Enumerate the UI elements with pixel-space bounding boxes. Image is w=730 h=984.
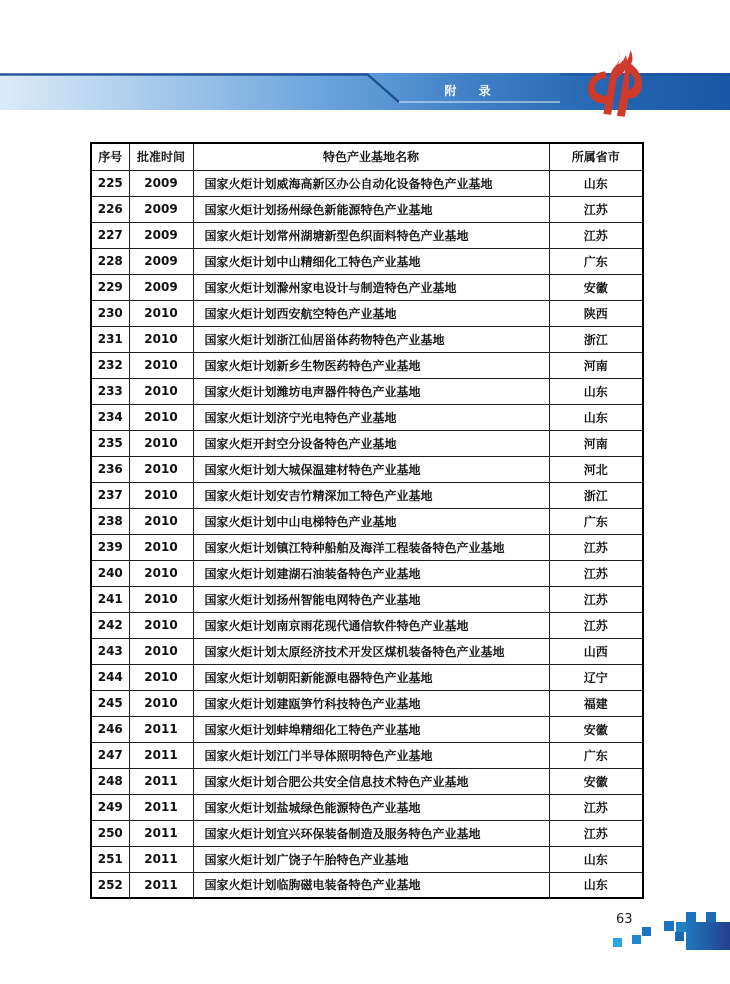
cell-seq: 249 [91,794,129,820]
table-row [91,716,643,742]
cell-seq: 246 [91,716,129,742]
pixel-square [613,938,622,947]
cell-year: 2011 [129,846,193,872]
cell-name: 国家火炬计划宜兴环保装备制造及服务特色产业基地 [193,820,549,846]
cell-seq: 239 [91,534,129,560]
pixel-square [642,927,651,936]
cell-province: 江苏 [549,612,643,638]
cell-seq: 230 [91,300,129,326]
table-row [91,560,643,586]
table-row [91,352,643,378]
cell-name: 国家火炬计划扬州智能电网特色产业基地 [193,586,549,612]
cell-name: 国家火炬计划大城保温建材特色产业基地 [193,456,549,482]
cell-province: 河南 [549,352,643,378]
table-row [91,274,643,300]
cell-name: 国家火炬计划江门半导体照明特色产业基地 [193,742,549,768]
cell-year: 2009 [129,274,193,300]
cell-name: 国家火炬计划太原经济技术开发区煤机装备特色产业基地 [193,638,549,664]
cell-province: 江苏 [549,196,643,222]
table-row [91,248,643,274]
cell-name: 国家火炬计划镇江特种船舶及海洋工程装备特色产业基地 [193,534,549,560]
cell-province: 江苏 [549,794,643,820]
cell-seq: 248 [91,768,129,794]
cell-seq: 235 [91,430,129,456]
col-header-seq: 序号 [91,143,129,170]
table-row [91,404,643,430]
table-row [91,482,643,508]
cell-year: 2010 [129,690,193,716]
pixel-square [664,921,674,931]
cell-province: 广东 [549,248,643,274]
cell-province: 安徽 [549,768,643,794]
table-row [91,378,643,404]
cell-province: 山西 [549,638,643,664]
cell-province: 浙江 [549,326,643,352]
cell-province: 广东 [549,508,643,534]
cell-year: 2009 [129,222,193,248]
table-row [91,768,643,794]
col-header-province: 所属省市 [549,143,643,170]
col-header-name: 特色产业基地名称 [193,143,549,170]
cell-year: 2011 [129,820,193,846]
cell-name: 国家火炬计划潍坊电声器件特色产业基地 [193,378,549,404]
cell-province: 山东 [549,404,643,430]
cell-province: 陕西 [549,300,643,326]
cell-seq: 231 [91,326,129,352]
cell-year: 2009 [129,248,193,274]
table-row [91,326,643,352]
table-row [91,534,643,560]
cell-seq: 225 [91,170,129,196]
cell-province: 山东 [549,846,643,872]
pixel-square [706,912,716,922]
cell-province: 浙江 [549,482,643,508]
cell-year: 2011 [129,794,193,820]
cell-province: 河北 [549,456,643,482]
cell-name: 国家火炬计划常州湖塘新型色织面料特色产业基地 [193,222,549,248]
cell-name: 国家火炬计划南京雨花现代通信软件特色产业基地 [193,612,549,638]
cell-name: 国家火炬计划蚌埠精细化工特色产业基地 [193,716,549,742]
cell-name: 国家火炬计划浙江仙居甾体药物特色产业基地 [193,326,549,352]
table-row [91,430,643,456]
cell-seq: 245 [91,690,129,716]
cell-province: 江苏 [549,222,643,248]
table-row [91,300,643,326]
cell-year: 2010 [129,482,193,508]
cell-year: 2010 [129,352,193,378]
cell-year: 2011 [129,872,193,898]
pixel-block [686,922,730,950]
table-row [91,846,643,872]
cell-province: 山东 [549,378,643,404]
cell-year: 2010 [129,560,193,586]
cell-year: 2010 [129,586,193,612]
cell-year: 2009 [129,196,193,222]
cell-seq: 237 [91,482,129,508]
cell-year: 2010 [129,638,193,664]
table-row [91,742,643,768]
cell-province: 河南 [549,430,643,456]
cell-seq: 229 [91,274,129,300]
cell-year: 2010 [129,612,193,638]
cell-seq: 251 [91,846,129,872]
cell-seq: 238 [91,508,129,534]
table-row [91,586,643,612]
cell-seq: 241 [91,586,129,612]
table-row [91,638,643,664]
cell-province: 安徽 [549,716,643,742]
cell-seq: 228 [91,248,129,274]
bases-table [90,142,644,899]
cell-seq: 244 [91,664,129,690]
pixel-square [632,935,641,944]
cell-name: 国家火炬计划盐城绿色能源特色产业基地 [193,794,549,820]
cell-seq: 240 [91,560,129,586]
cell-name: 国家火炬计划临朐磁电装备特色产业基地 [193,872,549,898]
cell-name: 国家火炬开封空分设备特色产业基地 [193,430,549,456]
pixel-square [676,922,686,932]
cell-year: 2010 [129,534,193,560]
cell-year: 2010 [129,664,193,690]
table-row [91,508,643,534]
table-row [91,872,643,898]
cell-province: 山东 [549,872,643,898]
cell-province: 安徽 [549,274,643,300]
cell-province: 广东 [549,742,643,768]
cell-name: 国家火炬计划中山电梯特色产业基地 [193,508,549,534]
cell-year: 2010 [129,326,193,352]
cell-seq: 250 [91,820,129,846]
cell-year: 2010 [129,300,193,326]
table-header-row [91,143,643,170]
cell-seq: 232 [91,352,129,378]
cell-seq: 242 [91,612,129,638]
pixel-square [686,912,696,922]
cell-name: 国家火炬计划滁州家电设计与制造特色产业基地 [193,274,549,300]
cell-name: 国家火炬计划中山精细化工特色产业基地 [193,248,549,274]
cell-province: 辽宁 [549,664,643,690]
cell-seq: 233 [91,378,129,404]
cell-seq: 236 [91,456,129,482]
table-row [91,690,643,716]
cell-province: 山东 [549,170,643,196]
cell-seq: 252 [91,872,129,898]
cell-year: 2009 [129,170,193,196]
torch-logo-icon [585,46,643,118]
table-row [91,222,643,248]
cell-province: 江苏 [549,820,643,846]
cell-name: 国家火炬计划新乡生物医药特色产业基地 [193,352,549,378]
table-row [91,170,643,196]
cell-seq: 234 [91,404,129,430]
cell-name: 国家火炬计划广饶子午胎特色产业基地 [193,846,549,872]
table-row [91,820,643,846]
cell-name: 国家火炬计划西安航空特色产业基地 [193,300,549,326]
cell-year: 2010 [129,456,193,482]
cell-seq: 243 [91,638,129,664]
cell-province: 江苏 [549,560,643,586]
cell-year: 2011 [129,716,193,742]
cell-name: 国家火炬计划建湖石油装备特色产业基地 [193,560,549,586]
cell-year: 2011 [129,742,193,768]
appendix-title: 附 录 [444,84,500,98]
table-row [91,794,643,820]
cell-name: 国家火炬计划安吉竹精深加工特色产业基地 [193,482,549,508]
table-row [91,664,643,690]
table-row [91,612,643,638]
cell-year: 2010 [129,404,193,430]
cell-seq: 226 [91,196,129,222]
cell-name: 国家火炬计划合肥公共安全信息技术特色产业基地 [193,768,549,794]
cell-seq: 227 [91,222,129,248]
page-number: 63 [616,912,633,927]
col-header-year: 批准时间 [129,143,193,170]
cell-year: 2011 [129,768,193,794]
cell-name: 国家火炬计划扬州绿色新能源特色产业基地 [193,196,549,222]
cell-name: 国家火炬计划济宁光电特色产业基地 [193,404,549,430]
cell-name: 国家火炬计划威海高新区办公自动化设备特色产业基地 [193,170,549,196]
cell-name: 国家火炬计划建瓯笋竹科技特色产业基地 [193,690,549,716]
pixel-square [675,932,684,941]
cell-seq: 247 [91,742,129,768]
cell-year: 2010 [129,430,193,456]
cell-name: 国家火炬计划朝阳新能源电器特色产业基地 [193,664,549,690]
table-row [91,456,643,482]
cell-year: 2010 [129,508,193,534]
table-row [91,196,643,222]
cell-province: 江苏 [549,534,643,560]
cell-province: 福建 [549,690,643,716]
cell-year: 2010 [129,378,193,404]
cell-province: 江苏 [549,586,643,612]
